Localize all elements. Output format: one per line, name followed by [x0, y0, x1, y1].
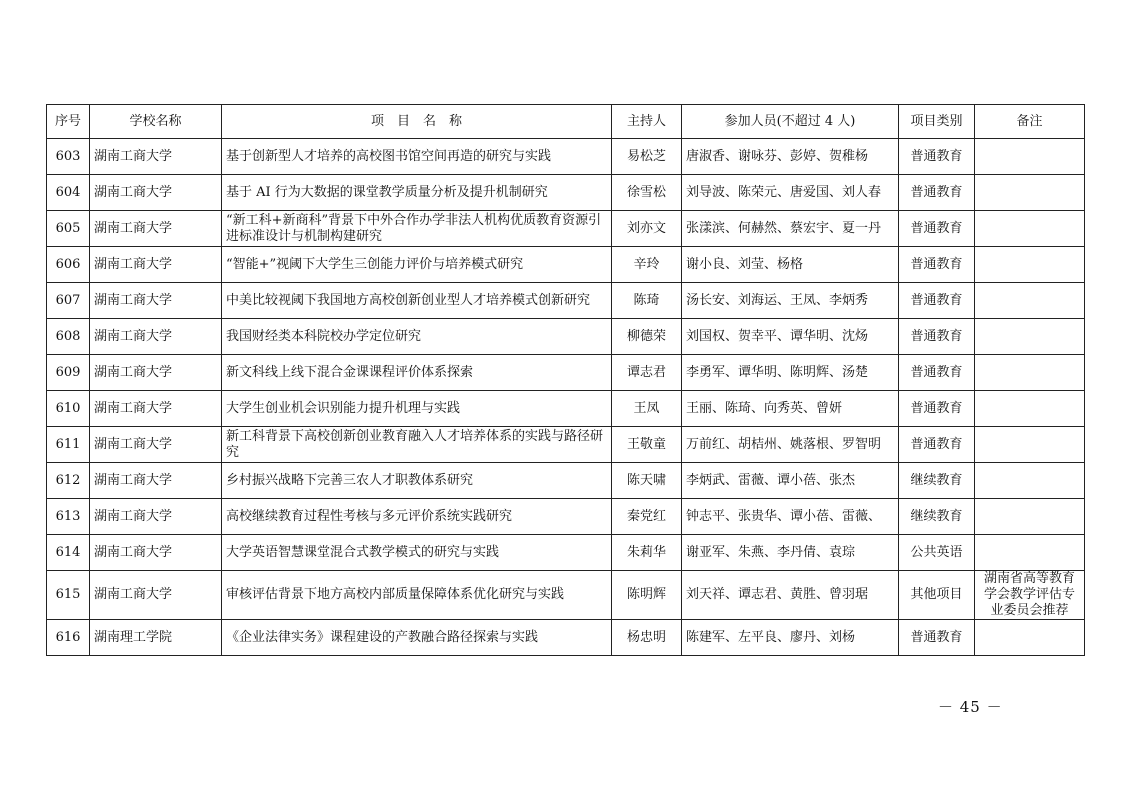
cell-school: 湖南工商大学: [90, 283, 222, 319]
cell-category: 普通教育: [899, 319, 975, 355]
cell-project: 新工科背景下高校创新创业教育融入人才培养体系的实践与路径研究: [222, 427, 612, 463]
cell-project: 我国财经类本科院校办学定位研究: [222, 319, 612, 355]
cell-note: [975, 620, 1085, 656]
cell-no: 613: [47, 499, 90, 535]
cell-category: 普通教育: [899, 355, 975, 391]
cell-no: 611: [47, 427, 90, 463]
cell-note: [975, 535, 1085, 571]
cell-project: 中美比较视阈下我国地方高校创新创业型人才培养模式创新研究: [222, 283, 612, 319]
cell-no: 604: [47, 175, 90, 211]
table-row: [47, 535, 1085, 571]
cell-host: 刘亦文: [612, 211, 682, 247]
cell-no: 605: [47, 211, 90, 247]
cell-category: 普通教育: [899, 620, 975, 656]
header-school: 学校名称: [90, 105, 222, 139]
cell-members: 李炳武、雷薇、谭小蓓、张杰: [682, 463, 899, 499]
cell-no: 616: [47, 620, 90, 656]
cell-members: 谢亚军、朱燕、李丹倩、袁琮: [682, 535, 899, 571]
cell-host: 秦党红: [612, 499, 682, 535]
cell-project: 大学英语智慧课堂混合式教学模式的研究与实践: [222, 535, 612, 571]
cell-no: 614: [47, 535, 90, 571]
cell-school: 湖南工商大学: [90, 211, 222, 247]
cell-host: 陈明辉: [612, 571, 682, 620]
header-no: 序号: [47, 105, 90, 139]
table-row: [47, 391, 1085, 427]
cell-members: 刘国权、贺幸平、谭华明、沈炀: [682, 319, 899, 355]
cell-category: 普通教育: [899, 247, 975, 283]
cell-project: “新工科+新商科”背景下中外合作办学非法人机构优质教育资源引进标准设计与机制构建研究: [222, 211, 612, 247]
cell-school: 湖南工商大学: [90, 175, 222, 211]
cell-host: 陈琦: [612, 283, 682, 319]
cell-category: 公共英语: [899, 535, 975, 571]
cell-category: 普通教育: [899, 427, 975, 463]
cell-no: 615: [47, 571, 90, 620]
cell-school: 湖南工商大学: [90, 319, 222, 355]
table-row: [47, 427, 1085, 463]
cell-school: 湖南工商大学: [90, 463, 222, 499]
cell-category: 普通教育: [899, 139, 975, 175]
table-row: [47, 499, 1085, 535]
cell-note: [975, 319, 1085, 355]
cell-note: [975, 139, 1085, 175]
cell-members: 钟志平、张贵华、谭小蓓、雷薇、: [682, 499, 899, 535]
cell-note: [975, 463, 1085, 499]
cell-no: 607: [47, 283, 90, 319]
cell-category: 继续教育: [899, 499, 975, 535]
table-row: [47, 355, 1085, 391]
cell-note: [975, 391, 1085, 427]
cell-school: 湖南工商大学: [90, 139, 222, 175]
cell-project: 乡村振兴战略下完善三农人才职教体系研究: [222, 463, 612, 499]
header-project: 项 目 名 称: [222, 105, 612, 139]
table-row: [47, 211, 1085, 247]
cell-project: 高校继续教育过程性考核与多元评价系统实践研究: [222, 499, 612, 535]
cell-members: 张漾滨、何赫然、蔡宏宇、夏一丹: [682, 211, 899, 247]
cell-note: [975, 247, 1085, 283]
cell-no: 609: [47, 355, 90, 391]
cell-project: 大学生创业机会识别能力提升机理与实践: [222, 391, 612, 427]
cell-host: 王敬童: [612, 427, 682, 463]
table-row: [47, 247, 1085, 283]
cell-members: 刘导波、陈荣元、唐爱国、刘人春: [682, 175, 899, 211]
cell-host: 谭志君: [612, 355, 682, 391]
cell-school: 湖南工商大学: [90, 535, 222, 571]
cell-note: [975, 175, 1085, 211]
cell-school: 湖南工商大学: [90, 355, 222, 391]
cell-project: 《企业法律实务》课程建设的产教融合路径探索与实践: [222, 620, 612, 656]
cell-school: 湖南理工学院: [90, 620, 222, 656]
cell-host: 陈天啸: [612, 463, 682, 499]
table-row: [47, 283, 1085, 319]
header-category: 项目类别: [899, 105, 975, 139]
cell-note: [975, 427, 1085, 463]
cell-category: 继续教育: [899, 463, 975, 499]
header-members: 参加人员(不超过 4 人): [682, 105, 899, 139]
header-note: 备注: [975, 105, 1085, 139]
cell-host: 杨忠明: [612, 620, 682, 656]
cell-note: [975, 283, 1085, 319]
cell-members: 李勇军、谭华明、陈明辉、汤楚: [682, 355, 899, 391]
cell-members: 陈建军、左平良、廖丹、刘杨: [682, 620, 899, 656]
cell-no: 603: [47, 139, 90, 175]
cell-school: 湖南工商大学: [90, 571, 222, 620]
cell-project: 审核评估背景下地方高校内部质量保障体系优化研究与实践: [222, 571, 612, 620]
cell-members: 谢小良、刘莹、杨格: [682, 247, 899, 283]
cell-note: [975, 499, 1085, 535]
table-row: [47, 319, 1085, 355]
cell-members: 万前红、胡桔州、姚落根、罗智明: [682, 427, 899, 463]
cell-note: [975, 211, 1085, 247]
cell-members: 汤长安、刘海运、王凤、李炳秀: [682, 283, 899, 319]
cell-no: 612: [47, 463, 90, 499]
cell-project: 新文科线上线下混合金课课程评价体系探索: [222, 355, 612, 391]
cell-project: “智能+”视阈下大学生三创能力评价与培养模式研究: [222, 247, 612, 283]
page-number: － 45 －: [938, 698, 1003, 716]
cell-category: 普通教育: [899, 175, 975, 211]
cell-members: 唐淑香、谢咏芬、彭婷、贺稚杨: [682, 139, 899, 175]
cell-host: 辛玲: [612, 247, 682, 283]
cell-host: 王凤: [612, 391, 682, 427]
cell-host: 徐雪松: [612, 175, 682, 211]
cell-no: 610: [47, 391, 90, 427]
table-row: [47, 463, 1085, 499]
table-row: [47, 620, 1085, 656]
cell-project: 基于 AI 行为大数据的课堂教学质量分析及提升机制研究: [222, 175, 612, 211]
table-row: [47, 139, 1085, 175]
cell-host: 柳德荣: [612, 319, 682, 355]
cell-note: 湖南省高等教育学会教学评估专业委员会推荐: [975, 571, 1085, 620]
cell-note: [975, 355, 1085, 391]
cell-project: 基于创新型人才培养的高校图书馆空间再造的研究与实践: [222, 139, 612, 175]
cell-school: 湖南工商大学: [90, 391, 222, 427]
cell-host: 易松芝: [612, 139, 682, 175]
cell-category: 普通教育: [899, 211, 975, 247]
cell-members: 王丽、陈琦、向秀英、曾妍: [682, 391, 899, 427]
cell-school: 湖南工商大学: [90, 499, 222, 535]
table-row: [47, 175, 1085, 211]
project-table: [46, 104, 1085, 656]
cell-members: 刘天祥、谭志君、黄胜、曾羽琚: [682, 571, 899, 620]
cell-no: 608: [47, 319, 90, 355]
table-row: [47, 571, 1085, 620]
header-host: 主持人: [612, 105, 682, 139]
cell-school: 湖南工商大学: [90, 247, 222, 283]
cell-host: 朱莉华: [612, 535, 682, 571]
cell-no: 606: [47, 247, 90, 283]
cell-category: 普通教育: [899, 283, 975, 319]
cell-category: 普通教育: [899, 391, 975, 427]
cell-school: 湖南工商大学: [90, 427, 222, 463]
header-row: [47, 105, 1085, 139]
cell-category: 其他项目: [899, 571, 975, 620]
